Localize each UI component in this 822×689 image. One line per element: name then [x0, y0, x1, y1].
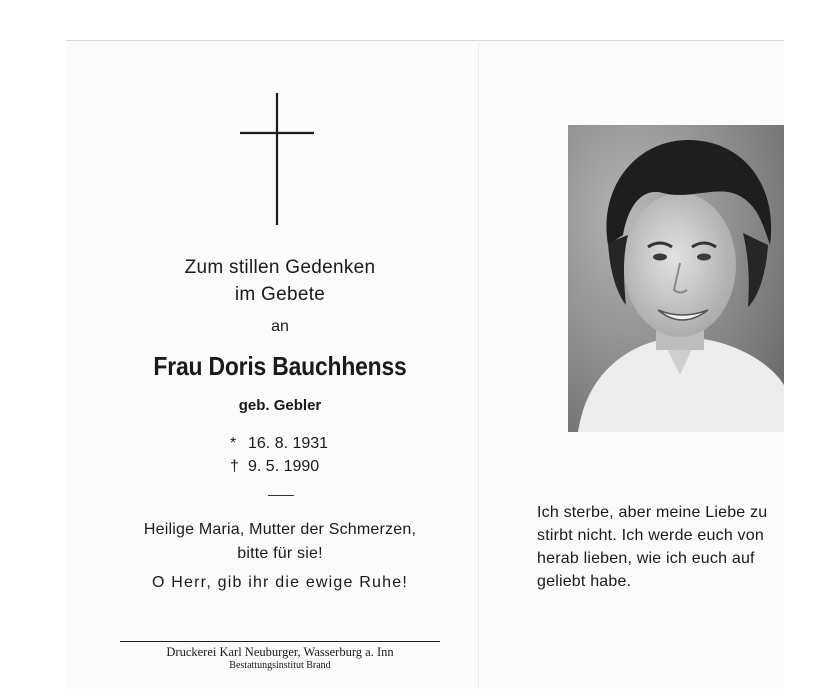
- rest-prayer: O Herr, gib ihr die ewige Ruhe!: [152, 574, 408, 591]
- quote-line-1: Ich sterbe, aber meine Liebe zu: [537, 504, 768, 521]
- birth-row: [230, 432, 328, 455]
- printer-name: Druckerei Karl Neuburger, Wasserburg a. Inn: [166, 645, 394, 659]
- death-date: 9. 5. 1990: [248, 458, 320, 475]
- birth-symbol: *: [230, 435, 237, 452]
- printer-rule: [120, 641, 440, 642]
- deceased-name: Frau Doris Bauchhenss: [153, 351, 407, 381]
- prayer-line-1: Heilige Maria, Mutter der Schmerzen,: [143, 521, 417, 538]
- an-text: an: [271, 318, 289, 335]
- card-fold: [478, 40, 479, 688]
- printer-imprint: [120, 645, 440, 673]
- memorial-line-1: Zum stillen Gedenken: [184, 257, 376, 278]
- quote: [537, 501, 787, 593]
- divider: [268, 495, 294, 496]
- birth-date: 16. 8. 1931: [248, 435, 329, 452]
- quote-line-2: stirbt nicht. Ich werde euch von: [537, 527, 764, 544]
- maiden-name: geb. Gebler: [238, 397, 322, 414]
- memorial-line-2: im Gebete: [234, 284, 326, 305]
- portrait-photo: [568, 125, 784, 432]
- life-dates: [230, 432, 328, 478]
- funeral-home: Bestattungsinstitut Brand: [229, 660, 331, 671]
- prayer: [100, 518, 460, 566]
- death-symbol: †: [230, 458, 239, 475]
- quote-line-4: geliebt habe.: [537, 573, 632, 590]
- death-row: [230, 455, 328, 478]
- quote-line-3: herab lieben, wie ich euch auf: [537, 550, 755, 567]
- prayer-line-2: bitte für sie!: [237, 545, 323, 562]
- memorial-heading: [120, 254, 440, 308]
- cross-icon: [240, 93, 314, 225]
- portrait-illustration: [568, 125, 784, 432]
